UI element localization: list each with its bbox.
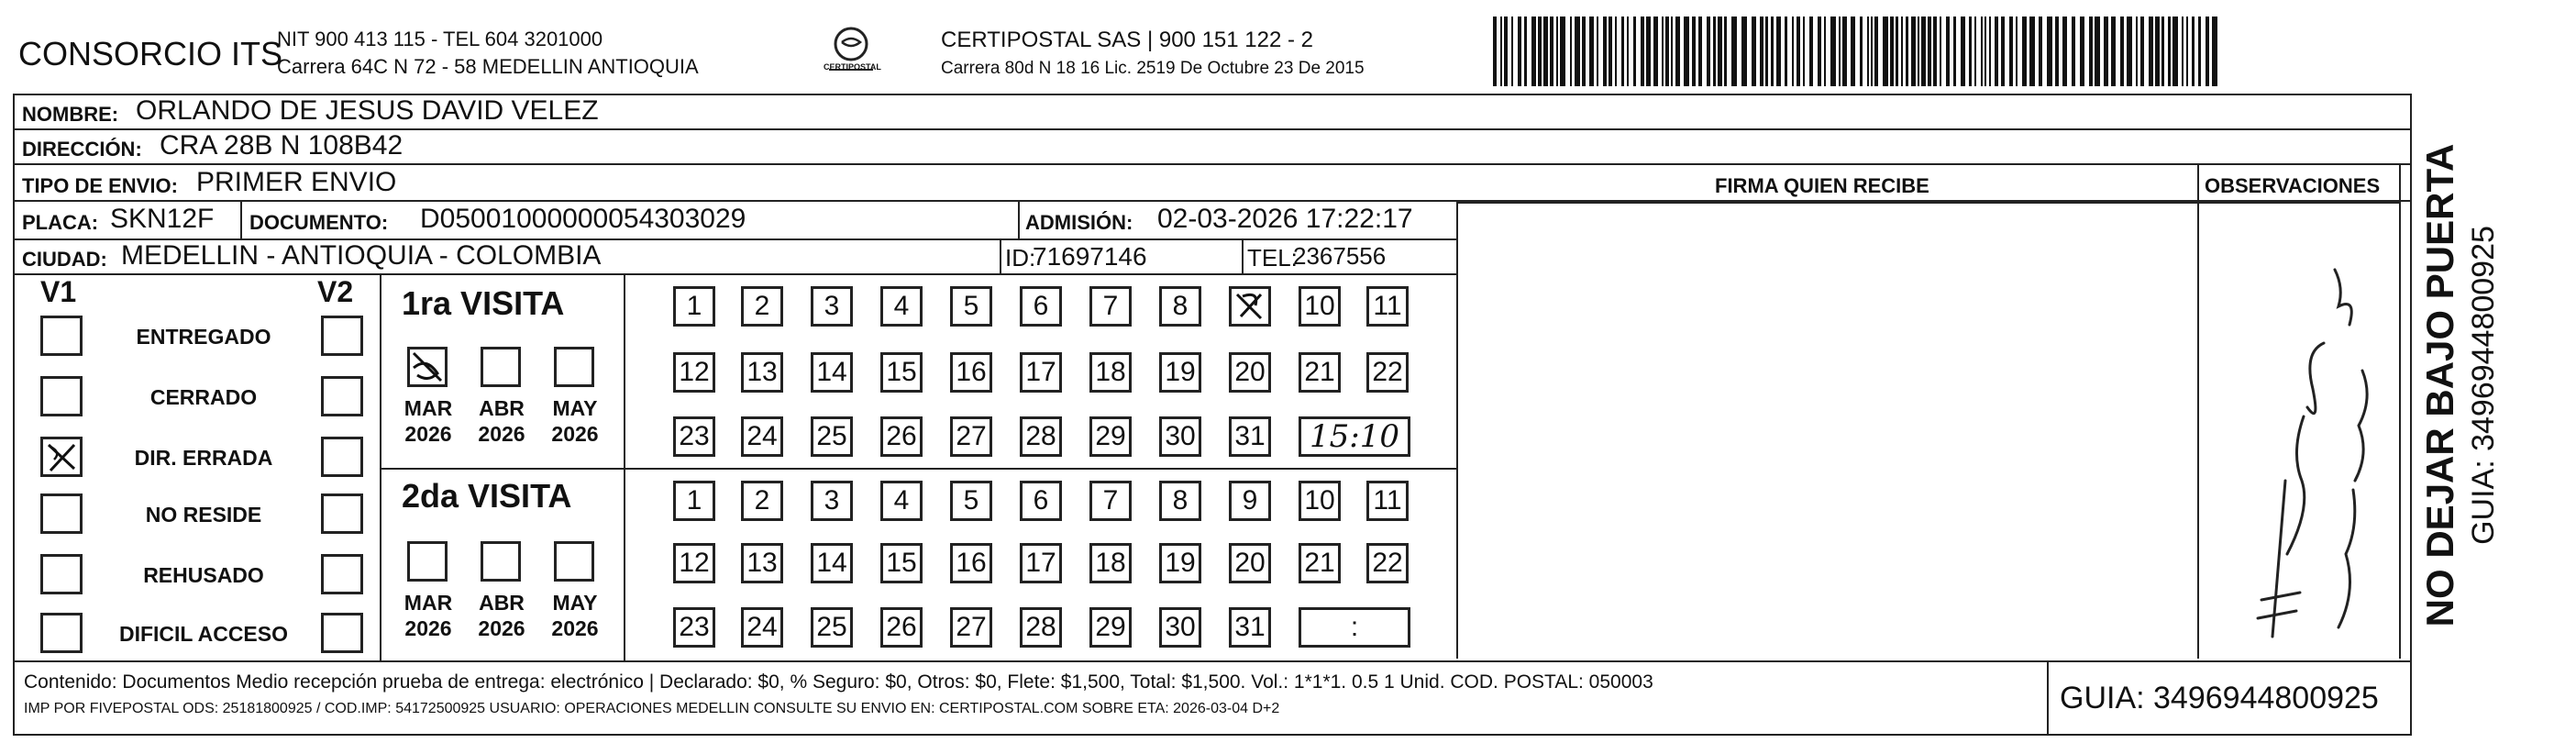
status-v1-checkbox[interactable] [40,554,83,594]
footer-guia: GUIA: 3496944800925 [2060,681,2379,715]
visit1-month-label: MAY [552,396,598,420]
company-address: Carrera 64C N 72 - 58 MEDELLIN ANTIOQUIA [277,55,699,78]
visit2-day-cell[interactable] [1020,543,1062,583]
documento-value: D05001000000054303029 [420,204,746,234]
visit2-day-label: 29 [1095,612,1126,642]
status-v1-checkbox[interactable] [40,613,83,653]
visit1-day-label: 4 [893,291,910,321]
visit1-day-cell[interactable] [673,352,715,393]
visit1-day-label: 6 [1033,291,1049,321]
visit2-month-label: ABR [479,591,525,615]
tipo-envio-label: TIPO DE ENVIO: [22,174,178,197]
visit2-day-cell[interactable] [811,481,853,521]
visit1-day-cell[interactable] [1299,286,1341,327]
visit2-day-label: 17 [1025,548,1056,578]
visit1-day-label: 18 [1095,357,1126,387]
v1-header: V1 [40,275,77,308]
status-v2-checkbox[interactable] [321,437,363,477]
ciudad-value: MEDELLIN - ANTIOQUIA - COLOMBIA [121,240,602,271]
visit2-day-cell[interactable] [1366,543,1409,583]
status-label: ENTREGADO [136,325,271,349]
visit1-day-label: 27 [956,421,987,451]
visit1-day-cell[interactable] [1229,352,1271,393]
status-label: DIFICIL ACCESO [118,622,288,646]
visit1-year-label: 2026 [404,422,452,446]
visit1-year-label: 2026 [551,422,599,446]
visit1-day-label: 3 [824,291,840,321]
status-v1-checkbox[interactable] [40,437,83,477]
visit2-day-label: 3 [824,485,840,516]
visit2-day-cell[interactable] [1020,481,1062,521]
direccion-value: CRA 28B N 108B42 [160,130,404,161]
visit2-day-label: 23 [679,612,710,642]
status-v2-checkbox[interactable] [321,376,363,416]
visit2-day-label: 28 [1025,612,1056,642]
footer-content: Contenido: Documentos Medio recepción prueba de entrega: electrónico | Declarado: $0, % Seguro: $0, Otros: $0, Flete: $1,500, Total: $1,500. Vol.: 1*1*1. 0.5 1 Unid. COD. POSTAL: 050003 [24,671,1653,693]
visit1-day-label: 16 [956,357,987,387]
visit1-day-cell[interactable] [811,352,853,393]
visit1-day-cell[interactable] [950,352,992,393]
status-v2-checkbox[interactable] [321,316,363,356]
observaciones-header: OBSERVACIONES [2205,174,2381,197]
visit1-day-label: 11 [1373,291,1402,321]
visit2-day-cell[interactable] [1020,607,1062,648]
visit2-year-label: 2026 [551,616,599,640]
visit2-day-cell[interactable] [811,543,853,583]
visit2-day-label: 6 [1033,485,1049,516]
visit1-day-label: 10 [1304,291,1335,321]
visit1-day-cell[interactable] [1229,416,1271,457]
visit2-day-cell[interactable] [1229,543,1271,583]
visit2-day-label: 16 [956,548,987,578]
visit1-day-cell[interactable] [1089,286,1132,327]
visit1-day-label: 13 [746,357,778,387]
visit1-day-cell[interactable] [1159,352,1201,393]
visit2-day-label: 24 [746,612,778,642]
logo-text: CERTIPOSTAL [824,62,881,72]
visit2-day-label: 4 [893,485,910,516]
visit1-time-box[interactable] [1299,416,1410,457]
status-v1-checkbox[interactable] [40,316,83,356]
visit1-title: 1ra VISITA [402,284,565,322]
visit2-day-cell[interactable] [1299,481,1341,521]
visit2-day-label: 18 [1095,548,1126,578]
footer-imp: IMP POR FIVEPOSTAL ODS: 25181800925 / COD.IMP: 54172500925 USUARIO: OPERACIONES MEDELLIN CONSULTE SU ENVIO EN: CERTIPOSTAL.COM SOBRE ETA: 2026-03-04 D+2 [24,701,1280,716]
admision-value: 02-03-2026 17:22:17 [1157,204,1413,234]
visit1-month-label: ABR [479,396,525,420]
admision-label: ADMISIÓN: [1025,211,1133,234]
visit2-day-label: 27 [956,612,987,642]
visit2-day-label: 30 [1165,612,1196,642]
visit2-month-label: MAR [404,591,453,615]
visit2-day-cell[interactable] [741,543,783,583]
visit2-day-label: 11 [1373,485,1402,516]
visit2-title: 2da VISITA [402,477,572,515]
visit1-month-checkbox[interactable] [481,347,521,387]
status-v2-checkbox[interactable] [321,613,363,653]
status-v2-checkbox[interactable] [321,493,363,534]
visit2-day-cell[interactable] [673,607,715,648]
visit2-day-cell[interactable] [673,481,715,521]
visit1-day-cell[interactable] [1020,352,1062,393]
visit1-day-label: 24 [746,421,778,451]
company-nit: NIT 900 413 115 - TEL 604 3201000 [277,28,603,50]
nombre-label: NOMBRE: [22,103,119,126]
visit2-year-label: 2026 [478,616,525,640]
visit1-day-label: 21 [1304,357,1335,387]
visit1-day-label: 8 [1172,291,1188,321]
status-label: CERRADO [149,385,258,409]
visit1-time-value: 15:10 [1310,418,1399,455]
visit1-day-label: 15 [886,357,917,387]
visit1-day-label: 29 [1095,421,1126,451]
visit2-day-cell[interactable] [673,543,715,583]
visit2-day-cell[interactable] [741,481,783,521]
visit1-day-cell[interactable] [741,416,783,457]
visit2-day-label: 22 [1372,548,1403,578]
visit1-day-label: 28 [1025,421,1056,451]
visit2-day-label: 26 [886,612,917,642]
visit2-day-cell[interactable] [1366,481,1409,521]
v2-header: V2 [317,275,354,308]
visit1-day-cell[interactable] [1299,352,1341,393]
visit2-day-label: 8 [1172,485,1188,516]
visit2-day-cell[interactable] [1089,481,1132,521]
documento-label: DOCUMENTO: [249,211,389,234]
visit1-day-cell[interactable] [1159,416,1201,457]
status-v1-checkbox[interactable] [40,376,83,416]
visit2-day-cell[interactable] [811,607,853,648]
visit2-day-cell[interactable] [880,607,923,648]
visit2-day-label: 21 [1304,548,1335,578]
visit1-day-label: 23 [679,421,710,451]
side-guia: GUIA: 3496944800925 [2466,226,2501,545]
visit2-month-label: MAY [552,591,598,615]
certipostal-license: Carrera 80d N 18 16 Lic. 2519 De Octubre 23 De 2015 [941,59,1365,78]
side-warning: NO DEJAR BAJO PUERTA [2418,143,2461,627]
visit1-day-label: 31 [1234,421,1266,451]
id-value: 71697146 [1033,242,1147,271]
visit1-day-label: 17 [1025,357,1056,387]
visit1-day-cell[interactable] [950,286,992,327]
nombre-value: ORLANDO DE JESUS DAVID VELEZ [136,95,599,126]
visit2-year-label: 2026 [404,616,452,640]
visit2-day-label: 15 [886,548,917,578]
visit2-day-cell[interactable] [950,481,992,521]
day-check-mark-icon [1232,289,1268,331]
visit2-month-checkbox[interactable] [481,541,521,582]
visit1-day-cell[interactable] [880,352,923,393]
tel-value: 2367556 [1293,242,1387,270]
visit2-day-cell[interactable] [1159,481,1201,521]
visit2-day-cell[interactable] [1089,543,1132,583]
visit1-day-label: 30 [1165,421,1196,451]
visit1-day-label: 22 [1372,357,1403,387]
visit2-day-cell[interactable] [880,481,923,521]
visit1-day-cell[interactable] [1020,416,1062,457]
visit1-day-label: 20 [1234,357,1266,387]
status-v1-checkbox[interactable] [40,493,83,534]
visit2-month-checkbox[interactable] [554,541,594,582]
id-label: ID: [1005,244,1036,272]
visit2-day-cell[interactable] [950,543,992,583]
certipostal-info: CERTIPOSTAL SAS | 900 151 122 - 2 [941,28,1313,52]
visit1-day-cell[interactable] [1366,352,1409,393]
tel-label: TEL: [1247,244,1298,272]
ciudad-label: CIUDAD: [22,248,107,271]
visit1-month-label: MAR [404,396,453,420]
visit2-time-value: : [1350,612,1359,642]
visit1-day-cell[interactable] [673,286,715,327]
visit2-day-label: 1 [686,485,702,516]
visit2-day-cell[interactable] [1229,607,1271,648]
visit1-day-cell[interactable] [741,352,783,393]
visit2-day-cell[interactable] [880,543,923,583]
visit1-day-label: 12 [679,357,710,387]
placa-label: PLACA: [22,211,99,234]
visit2-day-label: 2 [754,485,770,516]
status-label: NO RESIDE [145,503,262,527]
visit1-month-checkbox[interactable] [407,347,448,387]
status-label: REHUSADO [143,563,264,587]
visit1-month-checkbox[interactable] [554,347,594,387]
firma-header: FIRMA QUIEN RECIBE [1715,174,1929,197]
visit1-day-label: 7 [1102,291,1119,321]
visit2-day-cell[interactable] [950,607,992,648]
visit1-day-cell[interactable] [1089,352,1132,393]
visit1-day-cell[interactable] [1159,286,1201,327]
visit2-time-box[interactable] [1299,607,1410,648]
tipo-envio-value: PRIMER ENVIO [196,167,397,197]
visit2-day-cell[interactable] [1299,543,1341,583]
visit2-day-label: 12 [679,548,710,578]
visit1-day-cell[interactable] [673,416,715,457]
status-v2-checkbox[interactable] [321,554,363,594]
visit2-day-label: 5 [963,485,979,516]
visit2-month-checkbox[interactable] [407,541,448,582]
visit2-day-label: 13 [746,548,778,578]
visit1-day-label: 14 [816,357,847,387]
visit2-day-label: 31 [1234,612,1266,642]
visit2-day-label: 10 [1304,485,1335,516]
visit2-day-cell[interactable] [1229,481,1271,521]
visit1-day-label: 2 [754,291,770,321]
visit1-day-label: 26 [886,421,917,451]
visit1-day-cell[interactable] [1089,416,1132,457]
visit1-day-cell[interactable] [1366,286,1409,327]
visit1-day-cell[interactable] [811,286,853,327]
visit1-day-cell[interactable] [950,416,992,457]
visit1-day-label: 5 [963,291,979,321]
placa-value: SKN12F [110,204,215,234]
visit1-day-cell[interactable] [880,286,923,327]
visit2-day-label: 20 [1234,548,1266,578]
visit2-day-cell[interactable] [1159,607,1201,648]
visit2-day-cell[interactable] [1159,543,1201,583]
visit1-day-label: 25 [816,421,847,451]
visit1-day-cell[interactable] [1229,286,1271,327]
visit1-day-cell[interactable] [1020,286,1062,327]
barcode [1493,17,2223,86]
visit1-day-cell[interactable] [811,416,853,457]
visit2-day-label: 19 [1165,548,1196,578]
status-label: DIR. ERRADA [134,446,273,470]
visit1-day-cell[interactable] [741,286,783,327]
observaciones-handwriting [2201,205,2397,659]
visit2-day-cell[interactable] [1089,607,1132,648]
visit2-day-label: 25 [816,612,847,642]
visit1-day-label: 1 [686,291,702,321]
signature-area[interactable] [1460,205,2194,659]
visit2-day-label: 14 [816,548,847,578]
visit2-day-cell[interactable] [741,607,783,648]
visit2-day-label: 9 [1242,485,1258,516]
direccion-label: DIRECCIÓN: [22,138,142,161]
visit2-day-label: 7 [1102,485,1119,516]
visit1-year-label: 2026 [478,422,525,446]
visit1-day-label: 19 [1165,357,1196,387]
company-name: CONSORCIO ITS [18,35,283,72]
visit1-day-cell[interactable] [880,416,923,457]
